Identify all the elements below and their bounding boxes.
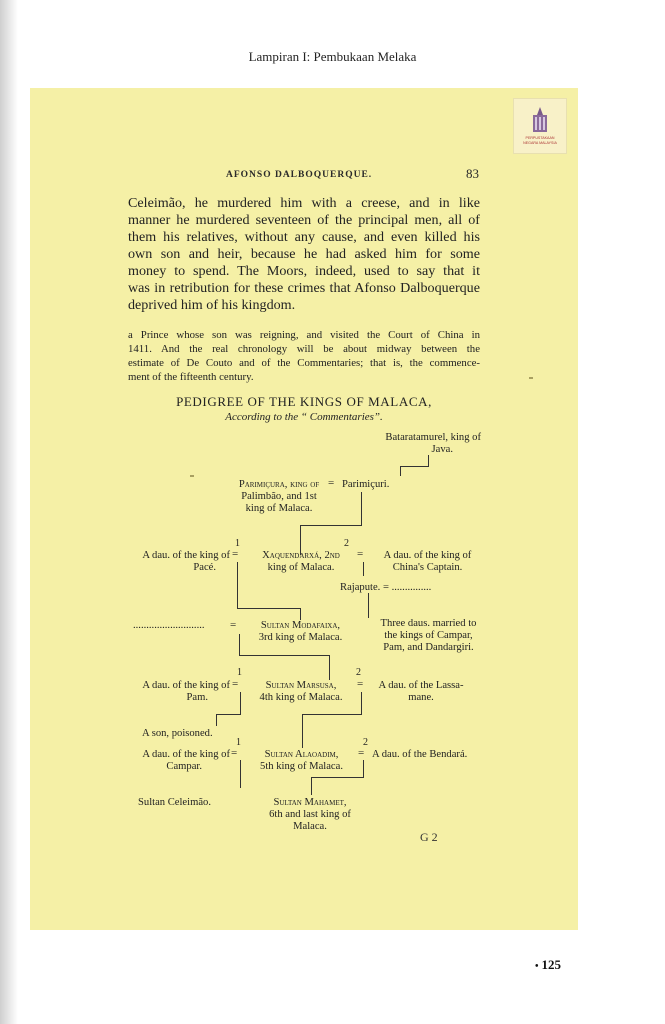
pedigree-title: PEDIGREE OF THE KINGS OF MALACA, [176,394,432,409]
marriage-sign: = [230,619,237,631]
marriage-number: 2 [344,538,349,549]
pedigree-person-dau-lassamane: A dau. of the Lassa- mane. [378,680,464,703]
stamp-text-line2: NEGARA MALAYSIA [523,141,557,145]
print-speck [190,475,194,477]
pedigree-person-dau-campar: A dau. of the king of Campar. [142,749,230,772]
pedigree-person-dau-pam: A dau. of the king of Pam. [142,680,230,703]
marriage-sign: = [232,548,239,560]
library-stamp [513,98,567,154]
marriage-number: 1 [235,538,240,549]
marriage-number: 1 [236,737,241,748]
pedigree-line [239,634,240,656]
pedigree-line [361,692,362,715]
pedigree-person-mahamet: Sultan Mahamet, 6th and last king of Malaca. [269,797,351,832]
paragraph-line: manner he murdered seventeen of the principal men, all of [128,212,480,228]
pedigree-line [300,525,362,526]
pedigree-line [239,655,329,656]
marriage-number: 1 [237,667,242,678]
pedigree-person-marsusa: Sultan Marsusa, 4th king of Malaca. [259,680,343,703]
footnote-line: ment of the fifteenth century. [128,371,254,383]
pedigree-person-dau-bendara: A dau. of the Bendará. [372,749,468,760]
marriage-sign: = [232,678,239,690]
pedigree-line [302,714,362,715]
pedigree-line [237,608,300,609]
pedigree-person-alaoadim: Sultan Alaoadim, 5th king of Malaca. [260,749,343,772]
pedigree-person-three-daughters: Three daus. married to the kings of Campar, Pam, and Dandargiri. [380,618,477,653]
pedigree-line [240,692,241,714]
pedigree-line [368,593,369,618]
pedigree-line [311,777,364,778]
pedigree-line [363,760,364,777]
pedigree-line [302,714,303,748]
pedigree-line [237,562,238,608]
pedigree-line [329,655,330,680]
marriage-number: 2 [356,667,361,678]
footnote-line: a Prince whose son was reigning, and visited the Court of China in [128,329,480,341]
pedigree-person-bataratamurel: Bataratamurel, king of Java. [385,432,481,455]
scan-header-title: AFONSO DALBOQUERQUE. [226,170,373,180]
marriage-sign: = [357,548,364,560]
pedigree-person-son-poisoned: A son, poisoned. [142,728,213,739]
pedigree-person-parimicura: Parimiçura, king of Palimbão, and 1st king of Malaca. [238,479,320,514]
paragraph-line: deprived him of his kingdom. [128,297,296,313]
marriage-sign: = [231,747,238,759]
marriage-sign: = [357,678,364,690]
scanned-page-plate [30,88,578,930]
paragraph-line: them his relatives, without any cause, and even killed his [128,229,480,245]
pedigree-person-dau-pace: A dau. of the king of Pacé. [142,550,230,573]
pedigree-subtitle: According to the “ Commentaries”. [225,411,383,423]
pedigree-unknown-spouse: ........................... [133,620,205,631]
pedigree-person-celeimao: Sultan Celeimão. [138,797,211,808]
marriage-sign: = [328,477,335,489]
pedigree-line [240,760,241,788]
paragraph-line: Celeimão, he murdered him with a creese, and in like [128,195,480,211]
pedigree-person-dau-china: A dau. of the king of China's Captain. [383,550,472,573]
stamp-text-line1: PERPUSTAKAAN [525,136,555,140]
pedigree-line [216,714,241,715]
pedigree-line [300,608,301,620]
pedigree-line [400,466,401,476]
paragraph-line: own son and heir, because he had asked him for some [128,246,480,262]
footnote-line: 1411. And the real chronology will be about midway between the [128,343,480,355]
page-number: • 125 [535,957,562,972]
footnote-line: estimate of De Couto and of the Commentaries; that is, the commence- [128,357,480,369]
pedigree-line [311,777,312,795]
pedigree-line [428,455,429,466]
library-building-icon [529,107,551,133]
pedigree-person-rajapute: Rajapute. = ............... [340,582,432,593]
pedigree-person-parimicuri: Parimiçuri. [342,479,390,490]
pedigree-line [361,492,362,525]
marriage-sign: = [358,747,365,759]
pedigree-person-xaquendarxa: Xaquendarxá, 2nd king of Malaca. [262,550,340,573]
print-speck [529,377,533,379]
running-head: Lampiran I: Pembukaan Melaka [248,49,417,64]
pedigree-line [400,466,429,467]
marriage-number: 2 [363,737,368,748]
printer-signature-mark: G 2 [420,830,438,844]
book-spine-shadow [0,0,18,1024]
paragraph-line: money to spend. The Moors, indeed, used to say that it [128,263,480,279]
pedigree-line [216,714,217,726]
pedigree-line [363,562,364,576]
pedigree-person-modafaixa: Sultan Modafaixa, 3rd king of Malaca. [258,620,343,643]
paragraph-line: was in retribution for these crimes that Afonso Dalboquerque [128,280,480,296]
scan-header-page: 83 [466,166,479,181]
